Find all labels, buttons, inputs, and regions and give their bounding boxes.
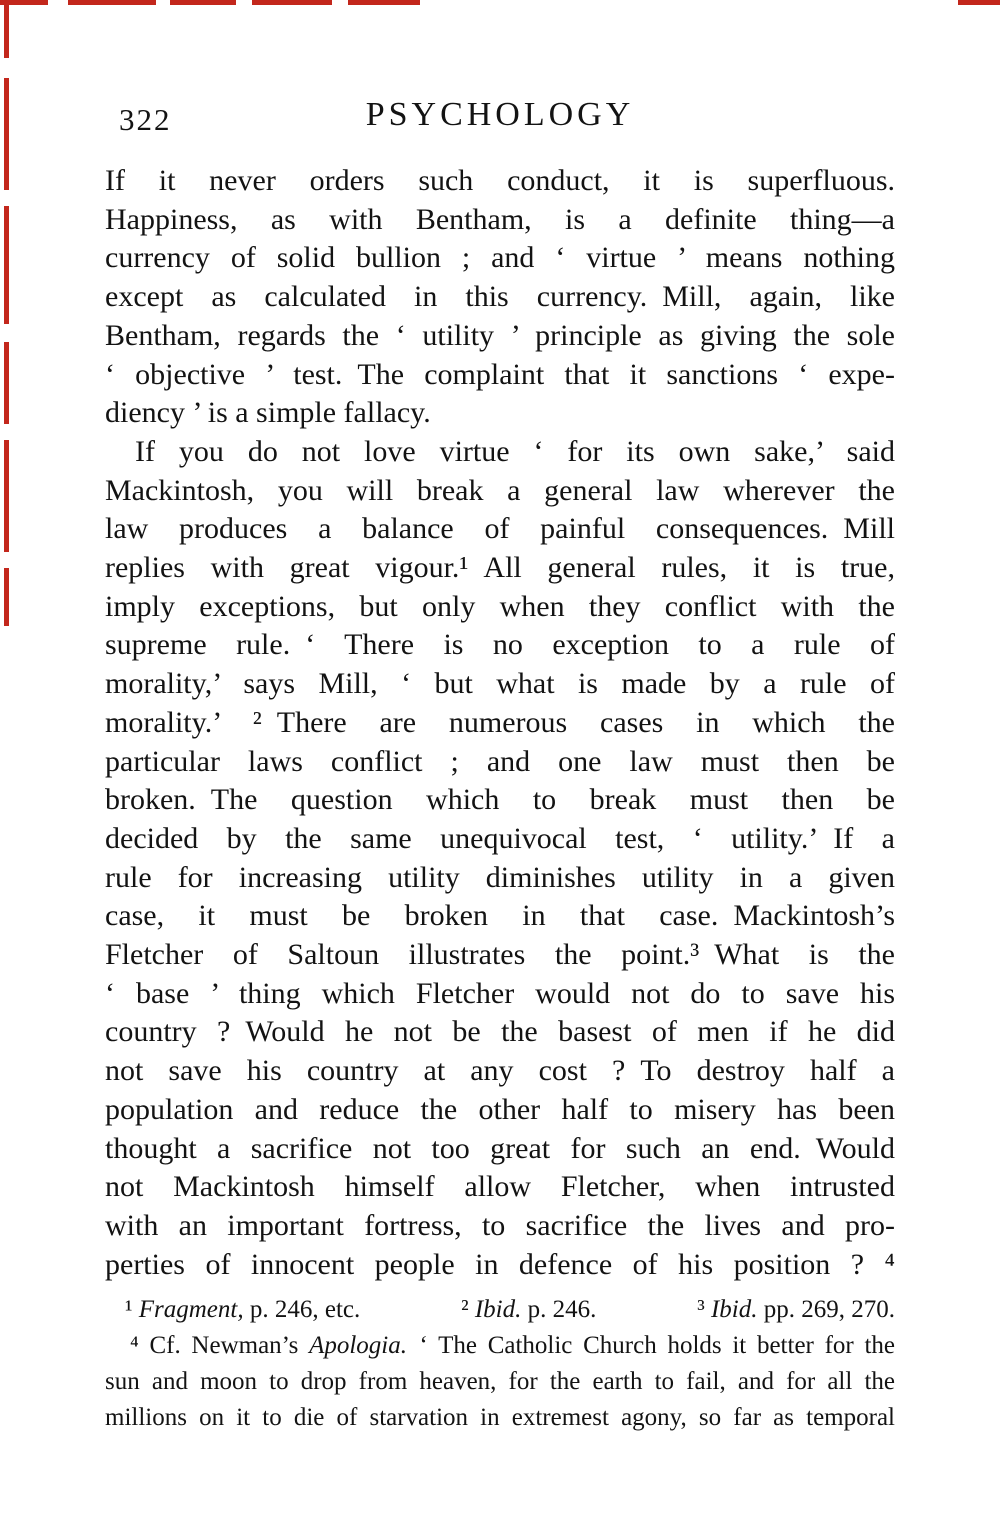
red-scan-mark-top (68, 0, 156, 5)
red-scan-mark-left (4, 440, 9, 552)
body-line: with an important fortress, to sacrifice the lives and pro- (105, 1208, 895, 1242)
body-line: not save his country at any cost ? To destroy half a (105, 1054, 895, 1088)
red-scan-mark-left (4, 0, 9, 58)
body-line: broken. The question which to break must then be (105, 783, 895, 817)
body-text (105, 162, 895, 1284)
footnote-row (105, 1292, 895, 1328)
body-line: population and reduce the other half to misery has been (105, 1092, 895, 1126)
footnote-line: sun and moon to drop from heaven, for the earth to fail, and for all the (105, 1368, 895, 1395)
body-line: supreme rule. ‘ There is no exception to a rule of (105, 628, 895, 662)
footnote-text: p. 246, etc. (243, 1296, 361, 1323)
body-line: case, it must be broken in that case. Mackintosh’s (105, 899, 895, 933)
footnote-entry (105, 1328, 895, 1364)
red-scan-mark-left (4, 206, 9, 324)
footnote-marker: ³ (697, 1296, 711, 1323)
footnote-source-italic: Apologia. (309, 1332, 407, 1359)
footnotes (105, 1292, 895, 1436)
footnote-entry (697, 1292, 895, 1328)
footnote-source-italic: Ibid. (710, 1296, 758, 1323)
body-line: Bentham, regards the ‘ utility ’ principle as giving the sole (105, 318, 895, 352)
body-line: morality,’ says Mill, ‘ but what is made by a rule of (105, 667, 895, 701)
body-line: diency ’ is a simple fallacy. (105, 396, 431, 430)
footnote-entry (461, 1292, 596, 1328)
red-scan-mark-left (4, 568, 9, 626)
footnote-text: Cf. Newman’s (149, 1332, 310, 1359)
red-scan-mark-top (348, 0, 420, 5)
red-scan-mark-left (4, 78, 9, 190)
body-line: ‘ base ’ thing which Fletcher would not do to save his (105, 976, 895, 1010)
body-line: imply exceptions, but only when they conflict with the (105, 589, 895, 623)
footnote-marker: ¹ (125, 1296, 139, 1323)
footnote-text: ‘ The Catholic Church holds it better for the (407, 1332, 896, 1359)
body-line: replies with great vigour.¹ All general rules, it is true, (105, 551, 895, 585)
body-line: thought a sacrifice not too great for such an end. Would (105, 1131, 895, 1165)
footnote-entry (125, 1292, 360, 1328)
red-scan-mark-top (252, 0, 332, 5)
page-number: 322 (119, 102, 172, 137)
paragraph (105, 433, 895, 1284)
body-line: perties of innocent people in defence of his position ? ⁴ (105, 1247, 895, 1281)
footnote-source-italic: Ibid. (474, 1296, 522, 1323)
running-header-title: PSYCHOLOGY (365, 96, 635, 133)
paragraph (105, 162, 895, 433)
footnote-text: pp. 269, 270. (757, 1296, 895, 1323)
body-line: currency of solid bullion ; and ‘ virtue ’ means nothing (105, 241, 895, 275)
footnote-text: p. 246. (521, 1296, 597, 1323)
body-line: except as calculated in this currency. Mill, again, like (105, 280, 895, 314)
body-line: law produces a balance of painful consequences. Mill (105, 512, 895, 546)
body-line: decided by the same unequivocal test, ‘ utility.’ If a (105, 821, 895, 855)
body-line: ‘ objective ’ test. The complaint that it sanctions ‘ expe- (105, 357, 895, 391)
red-scan-mark-left (4, 342, 9, 424)
body-line: If it never orders such conduct, it is superfluous. (105, 164, 895, 197)
body-line: particular laws conflict ; and one law must then be (105, 744, 895, 778)
footnote-source-italic: Fragment, (138, 1296, 244, 1323)
body-line: country ? Would he not be the basest of men if he did (105, 1015, 895, 1049)
red-scan-mark-top-right (958, 0, 1000, 5)
body-line: Happiness, as with Bentham, is a definite thing—a (105, 202, 895, 236)
body-line: Fletcher of Saltoun illustrates the point.³ What is the (105, 938, 895, 972)
running-header (105, 96, 895, 140)
body-line: rule for increasing utility diminishes utility in a given (105, 860, 895, 894)
body-line: If you do not love virtue ‘ for its own sake,’ said (135, 434, 895, 468)
footnote-line: millions on it to die of starvation in extremest agony, so far as temporal (105, 1404, 895, 1431)
body-line: morality.’ ² There are numerous cases in which the (105, 705, 895, 739)
red-scan-mark-top (170, 0, 236, 5)
body-line: not Mackintosh himself allow Fletcher, when intrusted (105, 1170, 895, 1204)
body-line: Mackintosh, you will break a general law wherever the (105, 473, 895, 507)
footnote-marker: ⁴ (130, 1332, 150, 1359)
footnote-marker: ² (461, 1296, 475, 1323)
